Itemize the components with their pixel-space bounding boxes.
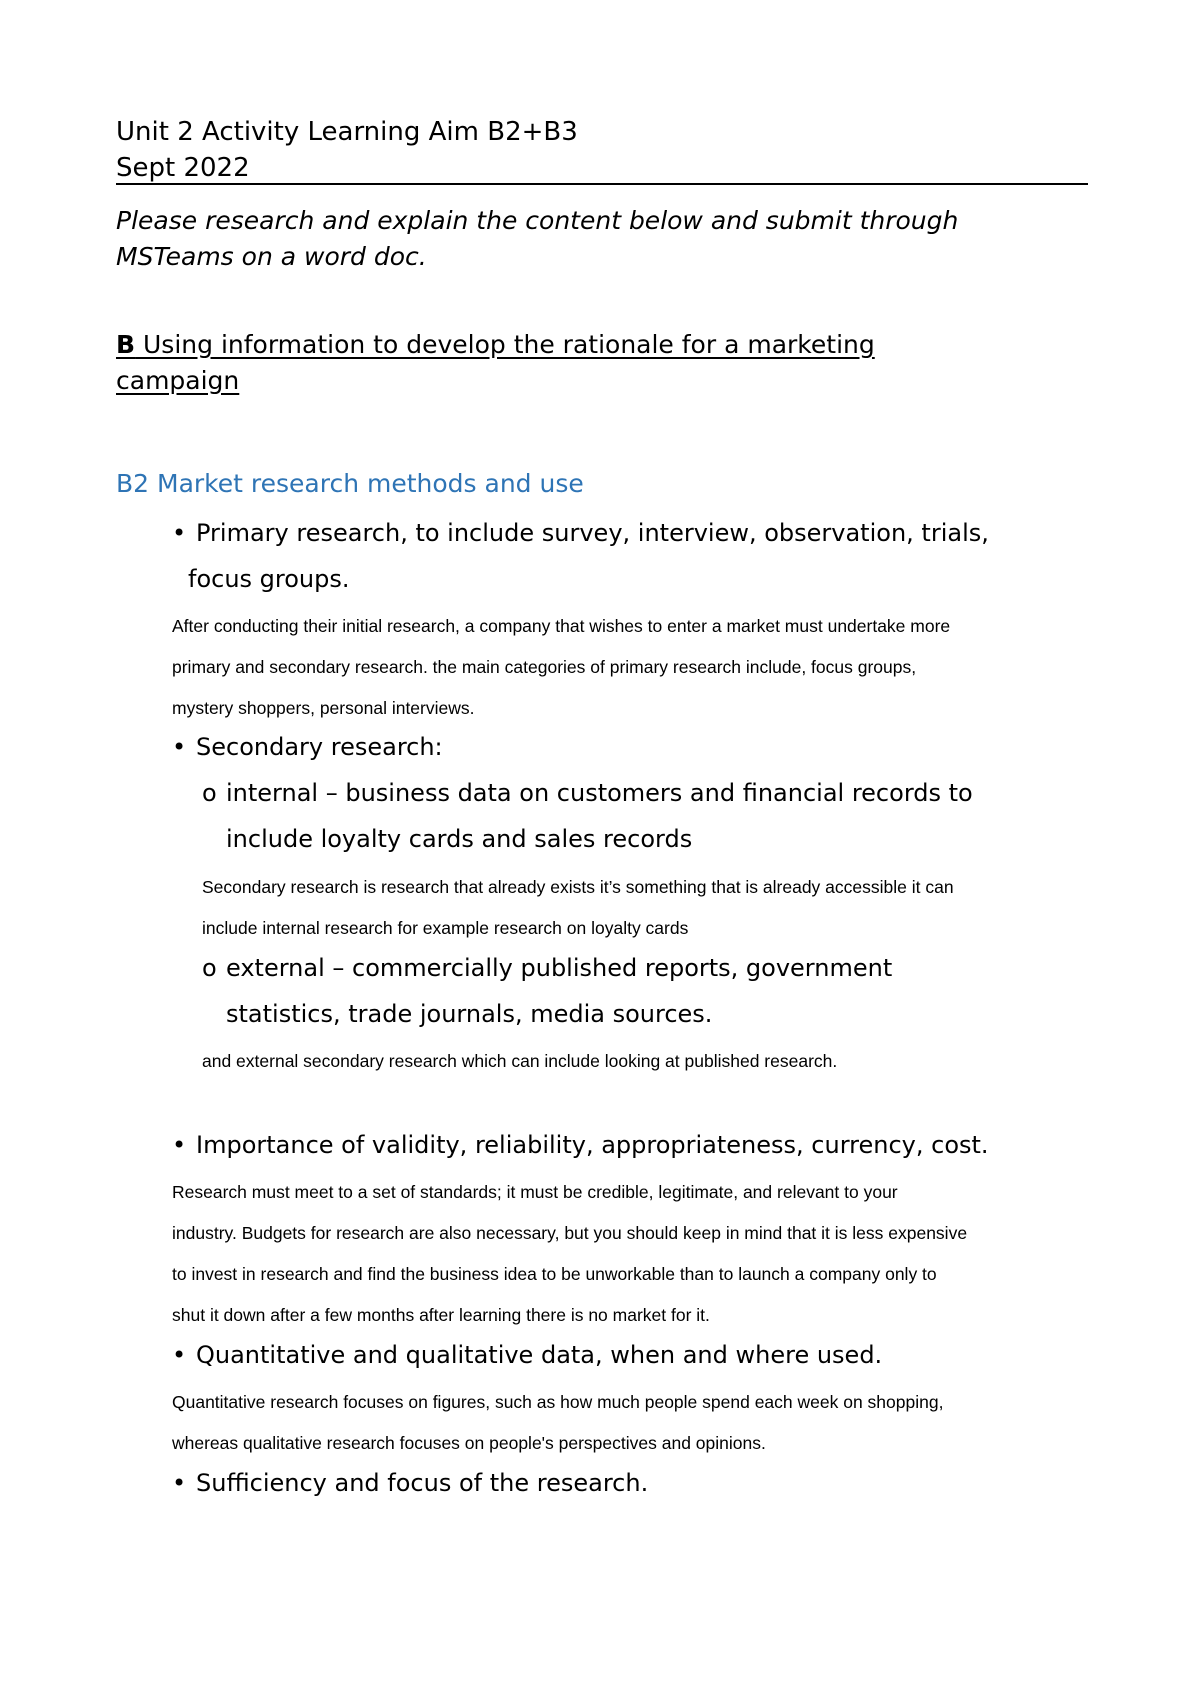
importance-body-line-4: shut it down after a few months after learning there is no market for it. [172,1305,710,1325]
importance-label: Importance of validity, reliability, appropriateness, currency, cost. [196,1131,989,1159]
section-b-heading [116,327,875,363]
external-body-line-1: and external secondary research which can include looking at published research. [202,1051,838,1071]
internal-body-line-2: include internal research for example research on loyalty cards [202,918,689,938]
internal-line-1: internal – business data on customers and financial records to [226,779,973,807]
primary-body-line-2: primary and secondary research. the main categories of primary research include, focus groups, [172,657,917,677]
external-line-2: statistics, trade journals, media sources. [226,1000,713,1028]
bullet-marker: • [172,1341,187,1369]
importance-body-line-3: to invest in research and find the business idea to be unworkable than to launch a company only to [172,1264,937,1284]
document-date: Sept 2022 [116,153,250,183]
quant-qual-label: Quantitative and qualitative data, when and where used. [196,1341,883,1369]
importance-body-line-1: Research must meet to a set of standards; it must be credible, legitimate, and relevant to your [172,1182,898,1202]
internal-body-line-1: Secondary research is research that already exists it’s something that is already accessible it can [202,877,954,897]
intro-line-1: Please research and explain the content below and submit through [116,206,959,235]
external-line-1: external – commercially published reports, government [226,954,893,982]
bullet-marker: • [172,519,187,547]
section-b-title-line-1: Using information to develop the rationale for a marketing [135,330,875,359]
section-b-title-line-2: campaign [116,366,240,395]
secondary-research-label: Secondary research: [196,733,443,761]
sufficiency-label: Sufficiency and focus of the research. [196,1469,649,1497]
b2-heading: B2 Market research methods and use [116,469,584,498]
quant-body-line-2: whereas qualitative research focuses on people's perspectives and opinions. [172,1433,766,1453]
quant-body-line-1: Quantitative research focuses on figures, such as how much people spend each week on shopping, [172,1392,944,1412]
importance-body-line-2: industry. Budgets for research are also necessary, but you should keep in mind that it is less expensive [172,1223,968,1243]
header-divider [116,183,1088,185]
intro-line-2: MSTeams on a word doc. [116,242,427,271]
document-title: Unit 2 Activity Learning Aim B2+B3 [116,117,578,147]
primary-research-line-1: Primary research, to include survey, interview, observation, trials, [196,519,989,547]
internal-line-2: include loyalty cards and sales records [226,825,693,853]
section-b-letter: B [116,330,136,359]
sub-bullet-marker: o [202,954,217,982]
primary-body-line-3: mystery shoppers, personal interviews. [172,698,475,718]
primary-body-line-1: After conducting their initial research, a company that wishes to enter a market must undertake more [172,616,951,636]
bullet-marker: • [172,733,187,761]
sub-bullet-marker: o [202,779,217,807]
primary-research-line-2: focus groups. [188,565,350,593]
bullet-marker: • [172,1469,187,1497]
bullet-marker: • [172,1131,187,1159]
